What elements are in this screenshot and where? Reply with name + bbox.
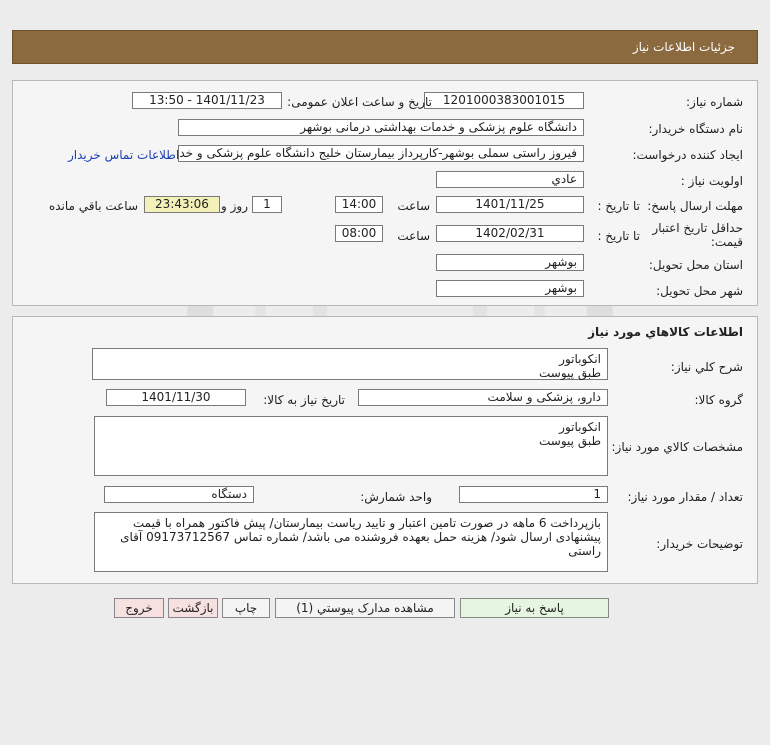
days-label: روز و [221, 199, 248, 213]
deadline-time-label: ساعت [397, 199, 430, 213]
qty-label: تعداد / مقدار مورد نیاز: [627, 490, 743, 504]
goods-section-title: اطلاعات کالاهاي مورد نياز [588, 325, 743, 339]
priority-label: اولویت نیاز : [680, 174, 743, 188]
specs-label: مشخصات کالاي مورد نياز: [611, 440, 743, 454]
buyer-label: نام دستگاه خریدار: [648, 122, 743, 136]
specs-line-2: طبق پیوست [539, 434, 601, 448]
announce-label: تاریخ و ساعت اعلان عمومی: [287, 95, 432, 109]
group-label: گروه کالا: [694, 393, 743, 407]
deadline-time-field: 14:00 [335, 196, 383, 213]
specs-line-1: انکوباتور [559, 420, 601, 434]
announce-field: 1401/11/23 - 13:50 [132, 92, 282, 109]
summary-field [92, 348, 608, 380]
desc-label: توضیحات خریدار: [656, 537, 743, 551]
need-date-field: 1401/11/30 [106, 389, 246, 406]
unit-label: واحد شمارش: [360, 490, 432, 504]
validity-date-field: 1402/02/31 [436, 225, 584, 242]
validity-time-label: ساعت [397, 229, 430, 243]
validity-label-2: قیمت: [710, 235, 743, 249]
summary-line-1: انکوباتور [559, 352, 601, 366]
group-field: دارو، پزشکی و سلامت [358, 389, 608, 406]
city-field: بوشهر [436, 280, 584, 297]
validity-label-1: حداقل تاریخ اعتبار [652, 221, 743, 235]
page-header [12, 30, 758, 64]
exit-button[interactable]: خروج [114, 598, 164, 618]
back-button[interactable]: بازگشت [168, 598, 218, 618]
creator-label: ایجاد کننده درخواست: [632, 148, 743, 162]
need-date-label: تاریخ نیاز به کالا: [263, 393, 345, 407]
need-number-field: 1201000383001015 [424, 92, 584, 109]
days-field: 1 [252, 196, 282, 213]
remaining-label: ساعت باقي مانده [48, 199, 138, 213]
attachments-button[interactable]: مشاهده مدارک پيوستي (1) [275, 598, 455, 618]
specs-field [94, 416, 608, 476]
validity-time-field: 08:00 [335, 225, 383, 242]
desc-field: بازپرداخت 6 ماهه در صورت تامین اعتبار و تایید ریاست بیمارستان/ پیش فاکتور همراه با قیمت پیشنهادی ارسال شود/ هزینه حمل بعهده فروشنده می باشد/ شماره تماس 09173712567 آقای راستی [94, 512, 608, 572]
priority-field: عادي [436, 171, 584, 188]
deadline-label: مهلت ارسال پاسخ: [647, 199, 743, 213]
city-label: شهر محل تحویل: [656, 284, 743, 298]
province-field: بوشهر [436, 254, 584, 271]
need-info-panel [12, 80, 758, 306]
deadline-date-field: 1401/11/25 [436, 196, 584, 213]
page-title: جزئیات اطلاعات نیاز [632, 40, 735, 54]
creator-field: فیروز راستی سملی بوشهر-کارپرداز بیمارستان خلیج دانشگاه علوم پزشکی و خد [178, 145, 584, 162]
validity-until-label: تا تاریخ : [597, 229, 640, 243]
buyer-contact-link[interactable]: اطلاعات تماس خریدار [68, 148, 180, 162]
summary-label: شرح کلي نياز: [670, 360, 743, 374]
summary-line-2: طبق پیوست [539, 366, 601, 380]
qty-field: 1 [459, 486, 608, 503]
remaining-time-field: 23:43:06 [144, 196, 220, 213]
buyer-field: دانشگاه علوم پزشکی و خدمات بهداشتی درمانی بوشهر [178, 119, 584, 136]
deadline-until-label: تا تاریخ : [597, 199, 640, 213]
reply-button[interactable]: پاسخ به نياز [460, 598, 609, 618]
need-number-label: شماره نیاز: [686, 95, 743, 109]
print-button[interactable]: چاپ [222, 598, 270, 618]
province-label: استان محل تحویل: [648, 258, 743, 272]
unit-field: دستگاه [104, 486, 254, 503]
